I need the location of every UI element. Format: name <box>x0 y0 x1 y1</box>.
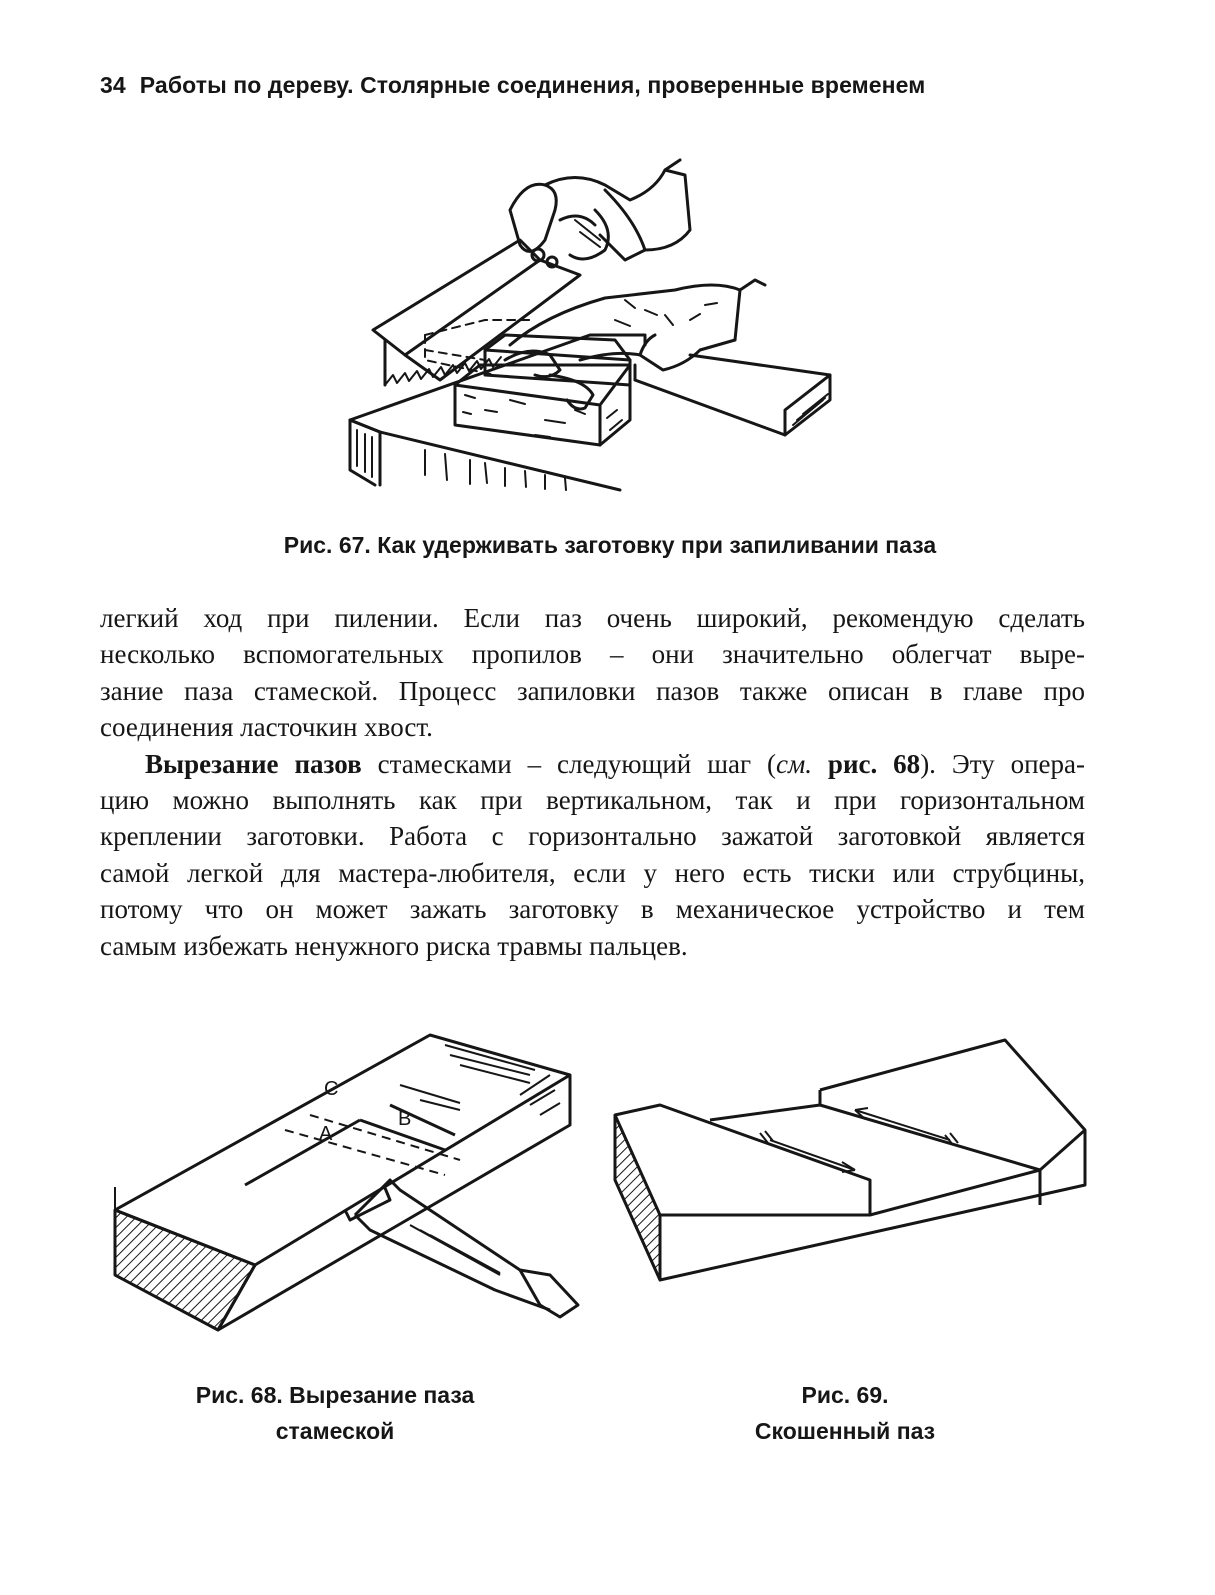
text-line: потому что он может зажать заготовку в механическое устройство и тем <box>100 894 1085 925</box>
text-line: самым избежать ненужного риска травмы пальцев. <box>100 930 688 961</box>
text-line-first <box>100 746 1085 782</box>
text-line: цию можно выполнять как при вертикальном, так и при горизонтальном <box>100 785 1085 816</box>
figure-69-caption <box>690 1377 1000 1449</box>
page-number: 34 <box>100 72 126 98</box>
running-header <box>100 72 1100 99</box>
paragraph-1 <box>100 600 1085 746</box>
figure-68-caption-line2: стамеской <box>275 1418 395 1444</box>
label-a: A <box>319 1123 333 1145</box>
text-line: несколько вспомогательных пропилов – они значительно облегчат выре- <box>100 639 1085 670</box>
figure-67-caption <box>150 527 1070 563</box>
figure-68-caption-line1: Рис. 68. Вырезание паза <box>195 1382 475 1408</box>
bold-term: Вырезание пазов <box>145 748 362 779</box>
label-c: C <box>324 1078 339 1100</box>
text-line: зание паза стамеской. Процесс запиловки пазов также описан в главе про <box>100 675 1085 706</box>
text-line: самой легкой для мастера-любителя, если у него есть тиски или струбцины, <box>100 857 1085 888</box>
text-line: легкий ход при пилении. Если паз очень широкий, рекомендую сделать <box>100 603 1085 633</box>
text-line: соединения ласточкин хвост. <box>100 712 433 743</box>
body-text <box>100 600 1085 964</box>
figure-69-caption-line2: Скошенный паз <box>754 1418 936 1444</box>
figure-67-caption-text: Рис. 67. Как удерживать заготовку при запиливании паза <box>283 532 937 558</box>
paragraph-2 <box>100 746 1085 964</box>
figure-67-illustration <box>345 150 840 505</box>
running-title: Работы по дереву. Столярные соединения, проверенные временем <box>139 72 926 98</box>
text-line: креплении заготовки. Работа с горизонтально зажатой заготовкой является <box>100 821 1085 852</box>
italic-see: см. <box>776 748 812 779</box>
figure-reference: рис. 68 <box>827 748 921 779</box>
text-run: стамесками – следующий шаг ( <box>361 748 776 779</box>
text-run: ). Эту опера- <box>920 748 1086 779</box>
label-b: B <box>398 1108 412 1130</box>
text-run <box>812 749 828 779</box>
figure-68-caption <box>130 1377 540 1449</box>
figure-69-caption-line1: Рис. 69. <box>801 1382 889 1408</box>
figure-69-illustration <box>610 1035 1090 1300</box>
figure-68-illustration <box>100 1025 590 1335</box>
